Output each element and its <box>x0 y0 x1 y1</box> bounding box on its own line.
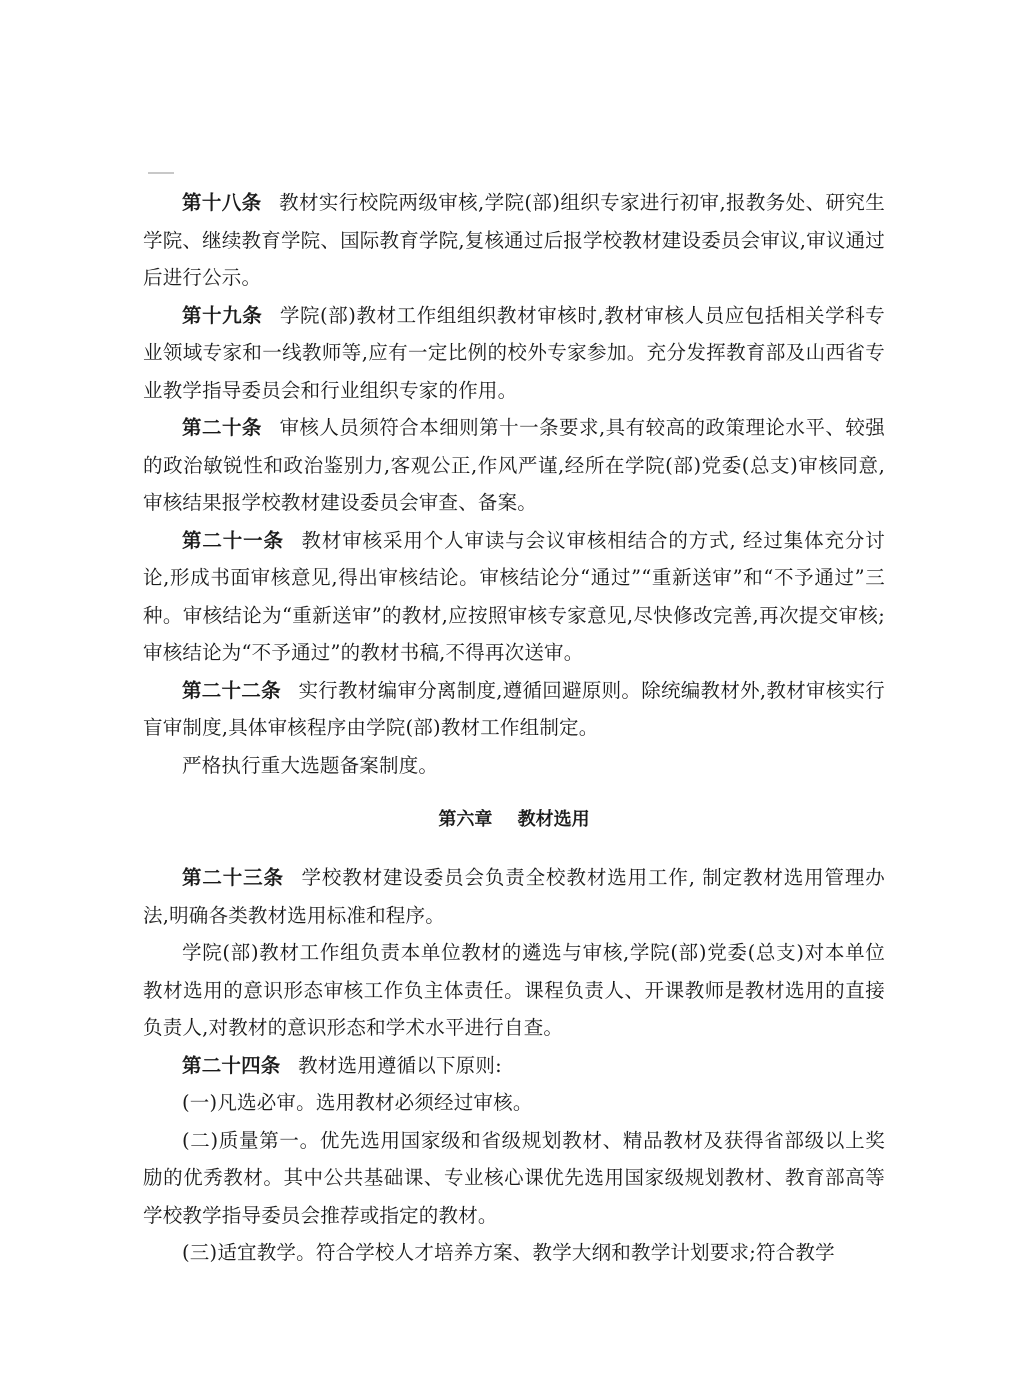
chapter-heading <box>143 800 885 840</box>
article-21 <box>143 522 885 672</box>
article-number: 第二十二条 <box>182 678 281 702</box>
article-text: 教材选用遵循以下原则: <box>298 1053 502 1077</box>
chapter-title: 教材选用 <box>517 809 590 830</box>
article-number: 第十八条 <box>182 191 262 214</box>
chapter-number: 第六章 <box>438 809 493 830</box>
paragraph-plain <box>143 747 885 785</box>
paragraph-text: 严格执行重大选题备案制度。 <box>182 753 439 777</box>
article-text: 实行教材编审分离制度,遵循回避原则。除统编教材外,教材审核实行盲审制度,具体审核程序由学院(部)教材工作组制定。 <box>143 678 885 739</box>
list-item-3 <box>143 1234 885 1272</box>
list-item-2 <box>143 1122 885 1235</box>
paragraph-text: (二)质量第一。优先选用国家级和省级规划教材、精品教材及获得省部级以上奖励的优秀教材。其中公共基础课、专业核心课优先选用国家级规划教材、教育部高等学校教学指导委员会推荐或指定的教材。 <box>143 1128 885 1227</box>
article-number: 第二十三条 <box>182 866 284 889</box>
article-number: 第二十四条 <box>182 1053 281 1077</box>
paragraph-text: (三)适宜教学。符合学校人才培养方案、教学大纲和教学计划要求;符合教学 <box>182 1241 835 1264</box>
article-text: 审核人员须符合本细则第十一条要求,具有较高的政策理论水平、较强的政治敏锐性和政治鉴别力,客观公正,作风严谨,经所在学院(部)党委(总支)审核同意,审核结果报学校教材建设委员会审查、备案。 <box>143 416 885 514</box>
list-item-1 <box>143 1084 885 1122</box>
article-18 <box>143 184 885 297</box>
article-number: 第二十一条 <box>182 528 284 552</box>
article-24 <box>143 1047 885 1085</box>
article-20 <box>143 409 885 522</box>
article-text: 学院(部)教材工作组组织教材审核时,教材审核人员应包括相关学科专业领域专家和一线教师等,应有一定比例的校外专家参加。充分发挥教育部及山西省专业教学指导委员会和行业组织专家的作用。 <box>143 303 885 402</box>
paragraph-text: 学院(部)教材工作组负责本单位教材的遴选与审核,学院(部)党委(总支)对本单位教材选用的意识形态审核工作负主体责任。课程负责人、开课教师是教材选用的直接负责人,对教材的意识形态和学术水平进行自查。 <box>143 941 885 1039</box>
article-text: 学校教材建设委员会负责全校教材选用工作, 制定教材选用管理办法,明确各类教材选用标准和程序。 <box>143 866 885 927</box>
article-22 <box>143 672 885 747</box>
article-text: 教材审核采用个人审读与会议审核相结合的方式, 经过集体充分讨论,形成书面审核意见,得出审核结论。审核结论分“通过”“重新送审”和“不予通过”三种。审核结论为“重新送审”的教材,应按照审核专家意见,尽快修改完善,再次提交审核;审核结论为“不予通过”的教材书稿,不得再次送审。 <box>143 528 885 664</box>
article-23 <box>143 859 885 934</box>
document-body <box>143 184 885 1272</box>
article-text: 教材实行校院两级审核,学院(部)组织专家进行初审,报教务处、研究生学院、继续教育学院、国际教育学院,复核通过后报学校教材建设委员会审议,审议通过后进行公示。 <box>143 191 885 289</box>
article-number: 第二十条 <box>182 416 262 439</box>
article-19 <box>143 297 885 410</box>
paragraph-text: (一)凡选必审。选用教材必须经过审核。 <box>182 1091 533 1114</box>
article-number: 第十九条 <box>182 303 263 327</box>
page-corner-mark <box>148 172 174 174</box>
paragraph-plain <box>143 934 885 1047</box>
